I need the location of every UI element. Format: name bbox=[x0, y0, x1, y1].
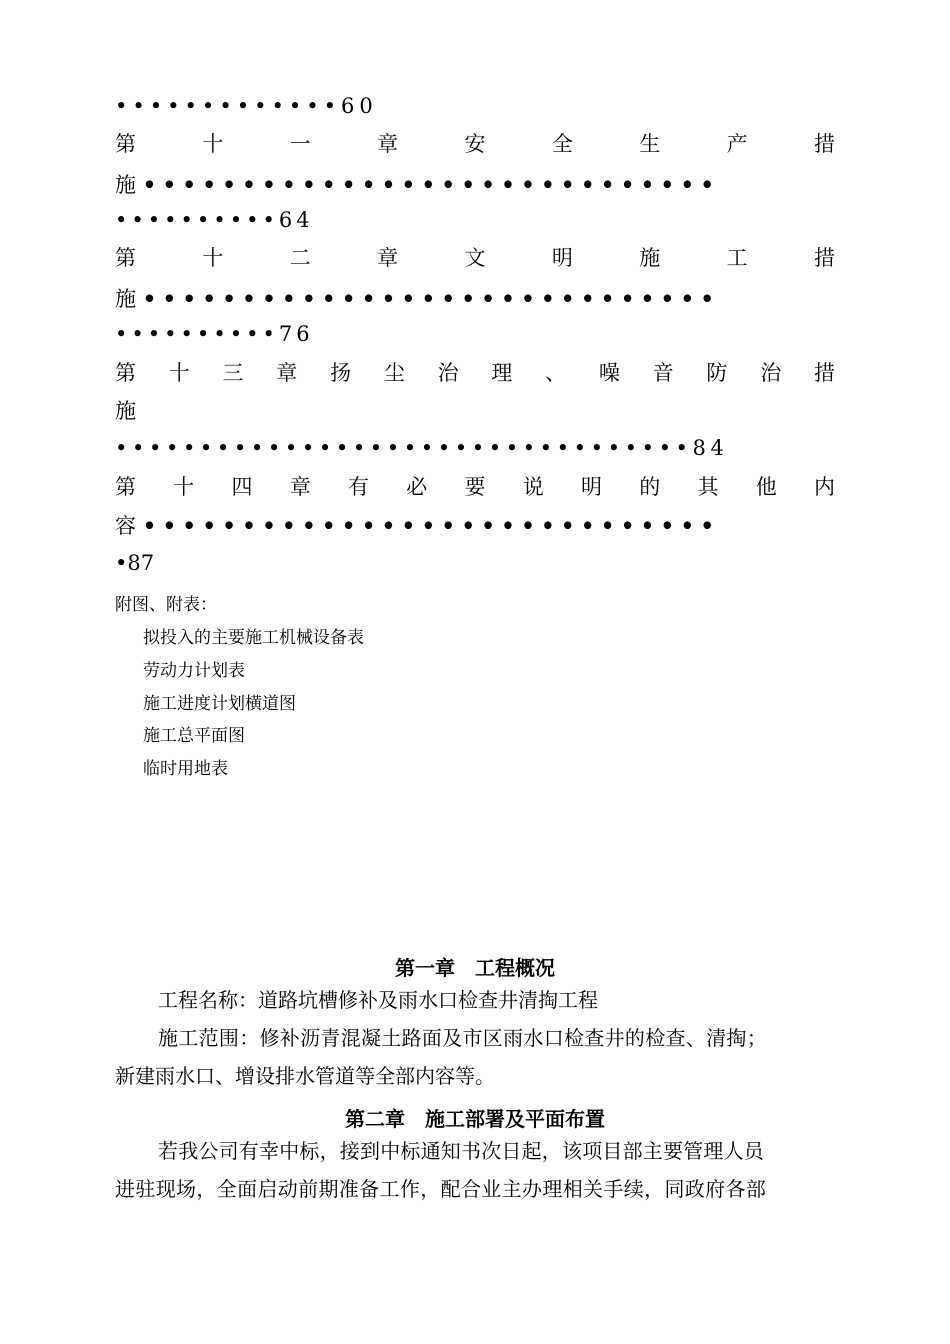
toc-page-ch11: ••••••••••64 bbox=[115, 208, 314, 232]
toc-page-ref: •••••••••••••60 bbox=[115, 94, 378, 118]
toc-leader-dots: ••••••••••••••••••••••••••••• bbox=[142, 172, 721, 197]
toc-char: 第 bbox=[115, 132, 136, 156]
toc-char: 二 bbox=[289, 246, 311, 270]
toc-char: 治 bbox=[437, 361, 459, 385]
toc-char: 明 bbox=[551, 246, 573, 270]
toc-char: 生 bbox=[639, 132, 661, 156]
toc-char: 有 bbox=[348, 475, 369, 499]
toc-char: 措 bbox=[814, 132, 835, 156]
annex-title: 附图、附表： bbox=[115, 595, 217, 615]
toc-char: 施 bbox=[639, 246, 661, 270]
body-paragraph-line: 若我公司有幸中标，接到中标通知书次日起，该项目部主要管理人员 bbox=[158, 1139, 764, 1163]
toc-char: 产 bbox=[726, 132, 748, 156]
toc-entry-ch13-cont: 施 bbox=[115, 399, 136, 423]
toc-entry-ch12-cont bbox=[115, 288, 835, 310]
toc-char: 施 bbox=[115, 173, 136, 197]
toc-char: 一 bbox=[289, 132, 311, 156]
toc-char: 内 bbox=[814, 475, 835, 499]
toc-char: 章 bbox=[276, 361, 298, 385]
toc-entry-ch14-cont bbox=[115, 515, 835, 537]
toc-char: 说 bbox=[522, 475, 544, 499]
project-name-line: 工程名称：道路坑槽修补及雨水口检查井清掏工程 bbox=[158, 988, 598, 1012]
toc-char: 施 bbox=[115, 287, 136, 311]
annex-item: 拟投入的主要施工机械设备表 bbox=[143, 628, 364, 648]
toc-char: 其 bbox=[697, 475, 719, 499]
toc-char: 第 bbox=[115, 246, 136, 270]
toc-page-ch13: ••••••••••••••••••••••••••••••••••84 bbox=[115, 436, 729, 460]
toc-char: 第 bbox=[115, 361, 136, 385]
project-scope-line: 施工范围：修补沥青混凝土路面及市区雨水口检查井的检查、清掏； bbox=[158, 1026, 767, 1050]
toc-leader-dots: ••••••••••••••••••••••••••••• bbox=[142, 286, 721, 311]
toc-dots-line bbox=[115, 96, 835, 117]
toc-char: 十 bbox=[168, 361, 190, 385]
toc-char: 措 bbox=[814, 246, 835, 270]
toc-char: 措 bbox=[813, 361, 835, 385]
toc-char: 章 bbox=[289, 475, 311, 499]
toc-char: 四 bbox=[231, 475, 253, 499]
toc-char: 安 bbox=[464, 132, 486, 156]
toc-char: 章 bbox=[377, 132, 399, 156]
toc-entry-ch12 bbox=[115, 248, 835, 269]
chapter1-heading: 第一章 工程概况 bbox=[395, 956, 555, 980]
toc-char: 扬 bbox=[330, 361, 352, 385]
toc-char: 第 bbox=[115, 475, 136, 499]
toc-char: 十 bbox=[173, 475, 195, 499]
toc-char: 噪 bbox=[598, 361, 620, 385]
toc-char: 章 bbox=[377, 246, 399, 270]
toc-char: 工 bbox=[726, 246, 748, 270]
toc-page-ch14: •87 bbox=[115, 551, 155, 575]
toc-entry-ch11-cont bbox=[115, 174, 835, 196]
toc-char: 治 bbox=[760, 361, 782, 385]
annex-item: 临时用地表 bbox=[143, 759, 228, 779]
toc-char: 防 bbox=[706, 361, 728, 385]
toc-entry-ch14 bbox=[115, 477, 835, 498]
toc-char: 明 bbox=[581, 475, 602, 499]
toc-char: 他 bbox=[755, 475, 777, 499]
toc-leader-dots: ••••••••••••••••••••••••••••• bbox=[142, 513, 721, 538]
toc-char: 必 bbox=[406, 475, 428, 499]
chapter2-heading: 第二章 施工部署及平面布置 bbox=[345, 1107, 605, 1131]
toc-char: 、 bbox=[545, 361, 567, 385]
toc-char: 的 bbox=[639, 475, 661, 499]
toc-char: 十 bbox=[202, 132, 224, 156]
body-paragraph-line: 进驻现场，全面启动前期准备工作，配合业主办理相关手续，同政府各部 bbox=[115, 1177, 767, 1201]
toc-char: 容 bbox=[115, 514, 136, 538]
toc-char: 要 bbox=[464, 475, 486, 499]
toc-char: 理 bbox=[491, 361, 513, 385]
toc-entry-ch13 bbox=[115, 363, 835, 384]
annex-item: 施工进度计划横道图 bbox=[143, 694, 296, 714]
annex-item: 劳动力计划表 bbox=[143, 661, 245, 681]
toc-char: 十 bbox=[202, 246, 224, 270]
toc-char: 文 bbox=[464, 246, 486, 270]
toc-char: 三 bbox=[222, 361, 244, 385]
project-scope-line: 新建雨水口、增设排水管道等全部内容等。 bbox=[115, 1064, 495, 1088]
toc-entry-ch11 bbox=[115, 134, 835, 155]
annex-item: 施工总平面图 bbox=[143, 726, 245, 746]
toc-char: 音 bbox=[652, 361, 674, 385]
toc-page-ch12: ••••••••••76 bbox=[115, 322, 314, 346]
toc-char: 尘 bbox=[383, 361, 405, 385]
toc-char: 全 bbox=[551, 132, 573, 156]
